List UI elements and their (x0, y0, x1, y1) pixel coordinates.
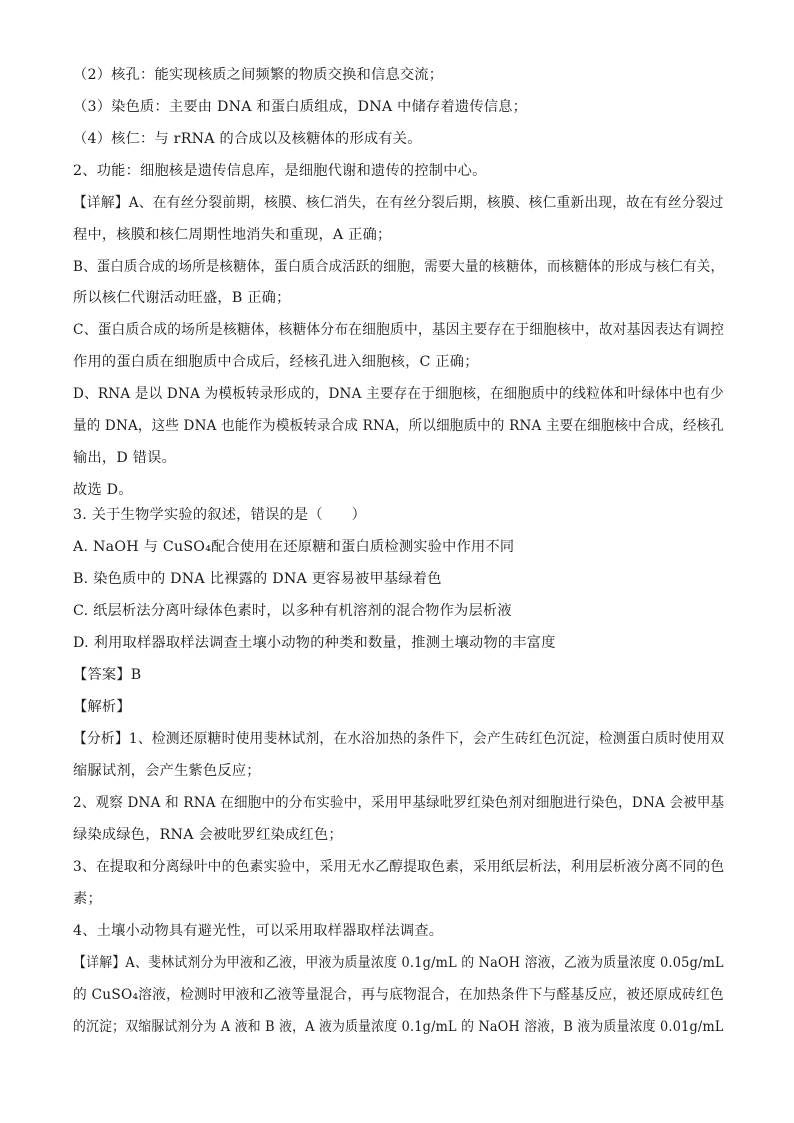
text-line: 2、功能：细胞核是遗传信息库，是细胞代谢和遗传的控制中心。 (73, 163, 487, 179)
text-line: 程中，核膜和核仁周期性地消失和重现，A 正确； (73, 227, 392, 243)
text-line: 绿染成绿色，RNA 会被吡罗红染成红色； (73, 827, 343, 843)
text-line: C、蛋白质合成的场所是核糖体，核糖体分布在细胞质中，基因主要存在于细胞核中，故对基因表达有调控 (73, 322, 725, 338)
analysis-label: 【解析】 (73, 699, 131, 715)
option-c: C. 纸层析法分离叶绿体色素时，以多种有机溶剂的混合物作为层析液 (73, 603, 512, 619)
text-line: （3）染色质：主要由 DNA 和蛋白质组成，DNA 中储存着遗传信息； (73, 99, 528, 115)
answer-label: 【答案】B (73, 667, 142, 683)
text-line: 的沉淀；双缩脲试剂分为 A 液和 B 液，A 液为质量浓度 0.1g/mL 的 NaOH 溶液，B 液为质量浓度 0.01g/mL (73, 1019, 724, 1035)
text-line: 2、观察 DNA 和 RNA 在细胞中的分布实验中，采用甲基绿吡罗红染色剂对细胞进行染色，DNA 会被甲基 (73, 795, 725, 811)
text-line: 量的 DNA，这些 DNA 也能作为模板转录合成 RNA，所以细胞质中的 RNA 主要在细胞核中合成，经核孔 (73, 418, 725, 434)
text-line: 3、在提取和分离绿叶中的色素实验中，采用无水乙醇提取色素，采用纸层析法，利用层析液分离不同的色 (73, 859, 725, 875)
question-stem: 3. 关于生物学实验的叙述，错误的是（ ） (73, 507, 367, 523)
option-d: D. 利用取样器取样法调查土壤小动物的种类和数量，推测土壤动物的丰富度 (73, 635, 556, 651)
text-line: 【分析】1、检测还原糖时使用斐林试剂，在水浴加热的条件下，会产生砖红色沉淀，检测蛋白质时使用双 (73, 731, 725, 747)
text-line: 素； (73, 891, 102, 907)
text-line: 所以核仁代谢活动旺盛，B 正确； (73, 290, 291, 306)
text-line: 【详解】A、在有丝分裂前期，核膜、核仁消失，在有丝分裂后期，核膜、核仁重新出现，故在有丝分裂过 (73, 195, 724, 211)
text-line: 【详解】A、斐林试剂分为甲液和乙液，甲液为质量浓度 0.1g/mL 的 NaOH 溶液，乙液为质量浓度 0.05g/mL (73, 955, 724, 971)
text-line: B、蛋白质合成的场所是核糖体，蛋白质合成活跃的细胞，需要大量的核糖体，而核糖体的形成与核仁有关， (73, 259, 725, 275)
text-line: （2）核孔：能实现核质之间频繁的物质交换和信息交流； (73, 67, 444, 83)
option-b: B. 染色质中的 DNA 比裸露的 DNA 更容易被甲基绿着色 (73, 571, 442, 587)
text-line: （4）核仁：与 rRNA 的合成以及核糖体的形成有关。 (73, 131, 422, 147)
text-line: 输出，D 错误。 (73, 450, 177, 466)
option-a: A. NaOH 与 CuSO₄配合使用在还原糖和蛋白质检测实验中作用不同 (73, 539, 515, 555)
text-line: 的 CuSO₄溶液，检测时甲液和乙液等量混合，再与底物混合，在加热条件下与醛基反应，被还原成砖红色 (73, 987, 724, 1003)
text-line: D、RNA 是以 DNA 为模板转录形成的，DNA 主要存在于细胞核，在细胞质中的线粒体和叶绿体中也有少 (73, 386, 724, 402)
text-line: 4、土壤小动物具有避光性，可以采用取样器取样法调查。 (73, 923, 444, 939)
text-line: 作用的蛋白质在细胞质中合成后，经核孔进入细胞核，C 正确； (73, 354, 479, 370)
text-line: 缩脲试剂，会产生紫色反应； (73, 763, 261, 779)
text-line: 故选 D。 (73, 482, 133, 498)
